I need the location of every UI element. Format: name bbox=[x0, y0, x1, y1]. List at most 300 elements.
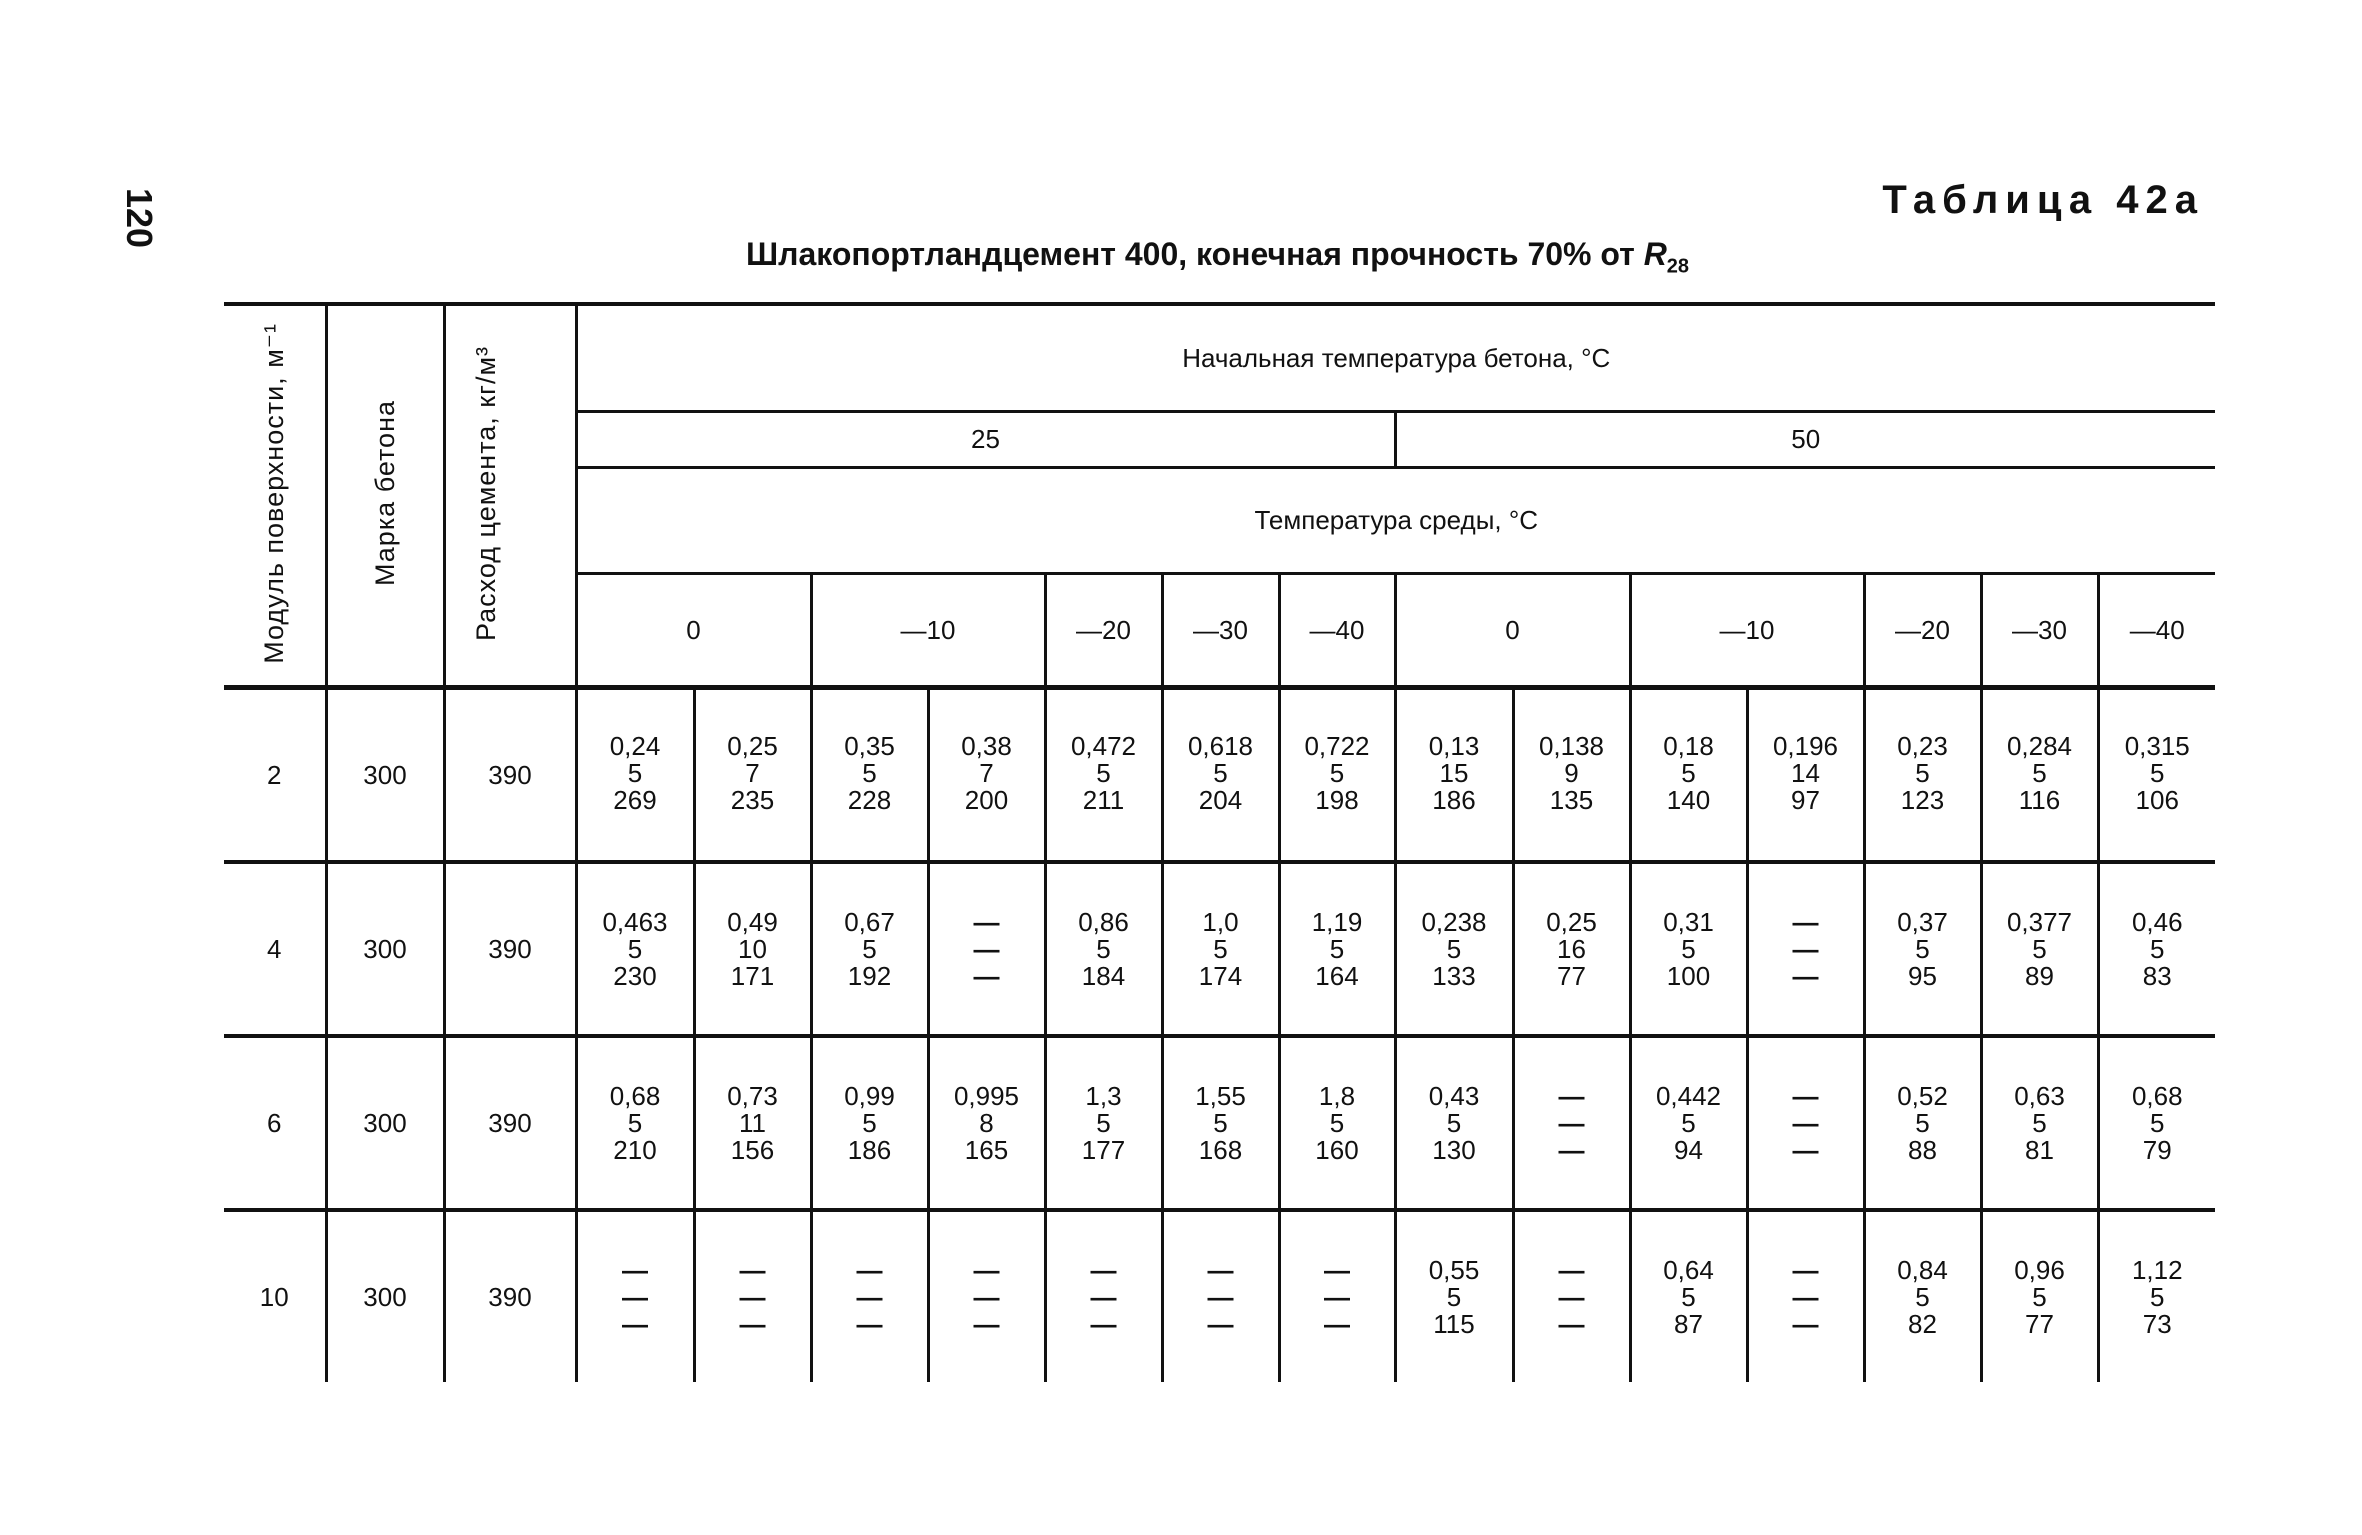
cell-line: 77 bbox=[2025, 1308, 2054, 1339]
data-cell bbox=[1981, 1210, 2098, 1382]
cell-line: 235 bbox=[730, 785, 775, 816]
cell-line: — bbox=[1558, 1107, 1585, 1138]
cell-values bbox=[1090, 1254, 1117, 1339]
cell-line: 87 bbox=[1674, 1308, 1703, 1339]
cell-line: 5 bbox=[862, 758, 877, 789]
cell-line: 5 bbox=[1446, 933, 1462, 964]
cell-line: 133 bbox=[1432, 960, 1476, 991]
cell-line: 0,49 bbox=[727, 906, 778, 937]
header-cement bbox=[444, 304, 576, 688]
cell-line: 200 bbox=[964, 785, 1009, 816]
cell-line: 5 bbox=[1213, 933, 1228, 964]
cell-line: 5 bbox=[1681, 758, 1696, 789]
data-cell bbox=[1630, 1210, 1747, 1382]
env-25-minus20: —20 bbox=[1045, 574, 1162, 688]
env-50-0: 0 bbox=[1395, 574, 1630, 688]
cell-line: 1,8 bbox=[1318, 1080, 1356, 1111]
data-cell bbox=[1045, 1036, 1162, 1210]
cell-line: 0,995 bbox=[953, 1080, 1020, 1111]
cell-values bbox=[610, 733, 661, 814]
cell-line: 73 bbox=[2142, 1308, 2172, 1339]
data-cell bbox=[1513, 862, 1630, 1036]
cell-values bbox=[609, 1080, 661, 1165]
cell-line: 0,138 bbox=[1538, 731, 1605, 762]
cell-line: — bbox=[1207, 1281, 1234, 1312]
data-cell bbox=[1630, 688, 1747, 863]
cell-values bbox=[1311, 906, 1363, 991]
cell-line: 1,55 bbox=[1195, 1080, 1246, 1111]
cell-values bbox=[2131, 906, 2183, 991]
cell-values bbox=[1558, 1080, 1585, 1165]
cell-values bbox=[844, 733, 895, 814]
data-cell bbox=[576, 862, 694, 1036]
cell-line: 5 bbox=[627, 1107, 643, 1138]
cell-line: 94 bbox=[1674, 1134, 1703, 1165]
cell-line: 83 bbox=[2142, 960, 2172, 991]
cell-line: 123 bbox=[1900, 785, 1945, 816]
cell-line: — bbox=[739, 1254, 766, 1285]
cell-line: 5 bbox=[2150, 758, 2165, 789]
cell-line: — bbox=[1207, 1308, 1234, 1339]
cell-values bbox=[1428, 1254, 1480, 1339]
cell-line: 7 bbox=[745, 758, 760, 789]
data-cell bbox=[2098, 862, 2215, 1036]
cell-values bbox=[856, 1254, 883, 1339]
cell-line: 16 bbox=[1557, 933, 1586, 964]
cell-line: — bbox=[973, 906, 1000, 937]
cell-line: 5 bbox=[1681, 933, 1696, 964]
cell-values bbox=[2131, 1254, 2183, 1339]
cell-line: 5 bbox=[1915, 1107, 1930, 1138]
cell-line: 0,68 bbox=[2131, 1080, 2183, 1111]
cell-line: 5 bbox=[1446, 1107, 1462, 1138]
cell-line: 0,43 bbox=[1428, 1080, 1480, 1111]
cell-values bbox=[1546, 906, 1597, 991]
data-cell bbox=[1981, 862, 2098, 1036]
cell-line: 106 bbox=[2135, 785, 2179, 816]
cell-values bbox=[1207, 1254, 1234, 1339]
cell-line: 81 bbox=[2025, 1134, 2054, 1165]
cell-line: 0,52 bbox=[1897, 1080, 1948, 1111]
cell-line: 164 bbox=[1315, 960, 1359, 991]
cell-line: 0,73 bbox=[727, 1080, 778, 1111]
cell-line: — bbox=[1792, 1107, 1819, 1138]
cell-line: 0,25 bbox=[727, 731, 778, 762]
cell-line: 0,55 bbox=[1428, 1254, 1480, 1285]
cell-line: 5 bbox=[1329, 1107, 1345, 1138]
cell-line: 5 bbox=[1915, 758, 1930, 789]
cell-values bbox=[1304, 733, 1369, 814]
data-cell bbox=[928, 688, 1045, 863]
data-cell bbox=[1162, 862, 1279, 1036]
data-cell bbox=[1279, 862, 1395, 1036]
cell-values bbox=[961, 733, 1012, 814]
cell-line: — bbox=[1558, 1308, 1585, 1339]
table-title bbox=[746, 236, 1689, 278]
cell-values bbox=[1792, 906, 1819, 991]
env-25-minus40: —40 bbox=[1279, 574, 1395, 688]
cell-line: 10 bbox=[738, 933, 767, 964]
cell-line: 156 bbox=[730, 1134, 775, 1165]
cell-line: 0,37 bbox=[1897, 906, 1948, 937]
cell-line: 0,442 bbox=[1655, 1080, 1722, 1111]
table-row bbox=[224, 1210, 2215, 1382]
title-symbol: R bbox=[1643, 236, 1667, 272]
cell-line: 174 bbox=[1198, 960, 1243, 991]
data-cell bbox=[1395, 688, 1513, 863]
cell-line: 5 bbox=[1915, 933, 1930, 964]
header-env-temp: Температура среды, °С bbox=[576, 468, 2215, 574]
page-number: 120 bbox=[119, 188, 160, 249]
data-cell bbox=[811, 688, 928, 863]
cell-line: 5 bbox=[862, 933, 877, 964]
table-row bbox=[224, 862, 2215, 1036]
header-initial-50: 50 bbox=[1395, 412, 2215, 468]
title-text: Шлакопортландцемент 400, конечная прочность 70% от bbox=[746, 236, 1635, 272]
data-cell bbox=[2098, 1036, 2215, 1210]
header-module-text: Модуль поверхности, м⁻¹ bbox=[259, 322, 290, 664]
cell-line: 0,64 bbox=[1663, 1254, 1714, 1285]
cell-line: 5 bbox=[2150, 1281, 2165, 1312]
table-body bbox=[224, 688, 2215, 1383]
cell-line: 0,463 bbox=[602, 906, 668, 937]
cell-values bbox=[953, 1080, 1020, 1165]
cell-values bbox=[1428, 1080, 1480, 1165]
cell-line: 5 bbox=[1213, 758, 1228, 789]
cell-line: 5 bbox=[1681, 1107, 1696, 1138]
cell-line: 210 bbox=[613, 1134, 657, 1165]
env-50-minus10: —10 bbox=[1630, 574, 1864, 688]
data-cell bbox=[1864, 688, 1981, 863]
cell-line: 8 bbox=[979, 1107, 994, 1138]
cell-line: 184 bbox=[1081, 960, 1126, 991]
data-cell bbox=[1395, 862, 1513, 1036]
cell-line: — bbox=[856, 1254, 883, 1285]
cell-line: 0,18 bbox=[1663, 731, 1714, 762]
cell-values bbox=[2007, 733, 2072, 814]
cell-line: 5 bbox=[2150, 933, 2165, 964]
cell-values bbox=[2014, 1080, 2065, 1165]
row-cement: 390 bbox=[444, 862, 576, 1036]
cell-values bbox=[602, 906, 668, 991]
cell-line: — bbox=[1324, 1281, 1350, 1312]
cell-values bbox=[1792, 1254, 1819, 1339]
cell-line: 116 bbox=[2018, 785, 2061, 816]
cell-values bbox=[1663, 733, 1714, 814]
cell-line: 0,31 bbox=[1663, 906, 1714, 937]
cell-line: 89 bbox=[2025, 960, 2054, 991]
cell-line: 5 bbox=[2032, 1281, 2047, 1312]
data-cell bbox=[576, 1036, 694, 1210]
env-50-minus20: —20 bbox=[1864, 574, 1981, 688]
cell-line: 5 bbox=[1213, 1107, 1228, 1138]
cell-line: — bbox=[1090, 1308, 1117, 1339]
cell-line: — bbox=[1207, 1254, 1234, 1285]
cell-line: — bbox=[1792, 933, 1819, 964]
cell-values bbox=[1655, 1080, 1722, 1165]
cell-values bbox=[1897, 733, 1948, 814]
data-cell bbox=[1513, 1036, 1630, 1210]
data-cell bbox=[928, 1210, 1045, 1382]
cell-line: 165 bbox=[964, 1134, 1009, 1165]
cell-line: 0,96 bbox=[2014, 1254, 2065, 1285]
cell-line: — bbox=[1558, 1254, 1585, 1285]
cell-line: 0,67 bbox=[844, 906, 895, 937]
cell-values bbox=[1188, 733, 1253, 814]
cell-line: 5 bbox=[627, 758, 643, 789]
data-cell bbox=[1045, 862, 1162, 1036]
cell-line: 5 bbox=[2150, 1107, 2165, 1138]
cell-line: 79 bbox=[2142, 1134, 2172, 1165]
data-cell bbox=[694, 1210, 811, 1382]
env-25-minus30: —30 bbox=[1162, 574, 1279, 688]
cell-values bbox=[2014, 1254, 2065, 1339]
cell-line: 88 bbox=[1908, 1134, 1937, 1165]
cell-line: 130 bbox=[1432, 1134, 1476, 1165]
cell-line: 0,68 bbox=[609, 1080, 661, 1111]
data-cell bbox=[2098, 688, 2215, 863]
cell-line: — bbox=[1558, 1281, 1585, 1312]
cell-line: 5 bbox=[1329, 758, 1345, 789]
header-initial-temp: Начальная температура бетона, °С bbox=[576, 304, 2215, 412]
data-cell bbox=[1045, 1210, 1162, 1382]
data-cell bbox=[1630, 1036, 1747, 1210]
cell-line: 5 bbox=[1915, 1281, 1930, 1312]
cell-line: 0,63 bbox=[2014, 1080, 2065, 1111]
cell-line: 198 bbox=[1315, 785, 1359, 816]
cell-line: 14 bbox=[1791, 758, 1820, 789]
cell-line: 0,315 bbox=[2124, 731, 2190, 762]
cell-line: 186 bbox=[847, 1134, 892, 1165]
cell-line: — bbox=[856, 1281, 883, 1312]
cell-line: — bbox=[1792, 1080, 1819, 1111]
header-grade-text: Марка бетона bbox=[370, 399, 400, 587]
cell-values bbox=[727, 1080, 778, 1165]
cell-line: 0,238 bbox=[1421, 906, 1487, 937]
cell-values bbox=[1897, 1080, 1948, 1165]
data-cell bbox=[811, 862, 928, 1036]
cell-line: 0,13 bbox=[1428, 731, 1480, 762]
cell-values bbox=[1198, 906, 1243, 991]
header-cement-text: Расход цемента, кг/м³ bbox=[471, 345, 501, 641]
cell-values bbox=[1071, 733, 1136, 814]
cell-line: 11 bbox=[738, 1107, 766, 1138]
cell-line: — bbox=[1792, 1254, 1819, 1285]
header-grade bbox=[326, 304, 444, 688]
header-module bbox=[224, 304, 326, 688]
cell-line: — bbox=[622, 1281, 648, 1312]
cell-line: 0,99 bbox=[844, 1080, 895, 1111]
cell-line: 0,46 bbox=[2131, 906, 2183, 937]
cell-line: 5 bbox=[2032, 933, 2047, 964]
cell-values bbox=[727, 906, 778, 991]
cell-line: 95 bbox=[1908, 960, 1937, 991]
row-grade: 300 bbox=[326, 1210, 444, 1382]
cell-line: — bbox=[973, 933, 1000, 964]
cell-values bbox=[844, 906, 895, 991]
cell-line: 0,23 bbox=[1897, 731, 1948, 762]
cell-line: 82 bbox=[1908, 1308, 1937, 1339]
cell-line: 0,35 bbox=[844, 731, 895, 762]
row-cement: 390 bbox=[444, 1036, 576, 1210]
cell-line: 100 bbox=[1666, 960, 1711, 991]
cell-line: — bbox=[1792, 1281, 1819, 1312]
env-50-minus40: —40 bbox=[2098, 574, 2215, 688]
data-cell bbox=[1279, 1036, 1395, 1210]
cell-line: 168 bbox=[1198, 1134, 1243, 1165]
cell-line: 77 bbox=[1557, 960, 1586, 991]
row-module: 4 bbox=[224, 862, 326, 1036]
cell-values bbox=[1663, 906, 1714, 991]
data-cell bbox=[694, 862, 811, 1036]
cell-values bbox=[1773, 733, 1838, 814]
cell-line: 5 bbox=[1446, 1281, 1462, 1312]
cell-line: 0,377 bbox=[2006, 906, 2073, 937]
data-cell bbox=[694, 1036, 811, 1210]
row-grade: 300 bbox=[326, 1036, 444, 1210]
data-cell bbox=[928, 862, 1045, 1036]
data-cell bbox=[1747, 862, 1864, 1036]
table-row bbox=[224, 688, 2215, 863]
cell-line: 5 bbox=[2032, 758, 2047, 789]
cell-line: 0,25 bbox=[1546, 906, 1597, 937]
cell-values bbox=[1081, 1080, 1126, 1165]
table-row bbox=[224, 1036, 2215, 1210]
cell-line: 211 bbox=[1082, 785, 1125, 816]
data-cell bbox=[1162, 688, 1279, 863]
cell-line: 1,12 bbox=[2131, 1254, 2183, 1285]
cell-line: — bbox=[1792, 906, 1819, 937]
cell-line: 186 bbox=[1432, 785, 1476, 816]
cell-line: — bbox=[622, 1254, 648, 1285]
cell-line: — bbox=[739, 1308, 766, 1339]
cell-line: — bbox=[973, 1281, 1000, 1312]
cell-line: 135 bbox=[1549, 785, 1594, 816]
cell-line: — bbox=[1324, 1308, 1350, 1339]
cell-values bbox=[727, 733, 778, 814]
cell-line: 160 bbox=[1315, 1134, 1359, 1165]
cell-line: — bbox=[1792, 960, 1819, 991]
cell-line: 204 bbox=[1198, 785, 1243, 816]
cell-line: 0,38 bbox=[961, 731, 1012, 762]
data-cell bbox=[1513, 688, 1630, 863]
cell-line: — bbox=[973, 1308, 1000, 1339]
cell-values bbox=[739, 1254, 766, 1339]
cell-line: 5 bbox=[1096, 933, 1111, 964]
cell-line: 5 bbox=[1681, 1281, 1696, 1312]
cell-line: 9 bbox=[1564, 758, 1579, 789]
cell-line: 177 bbox=[1081, 1134, 1126, 1165]
cell-line: 1,0 bbox=[1202, 906, 1239, 937]
cell-line: 5 bbox=[1096, 1107, 1111, 1138]
table-label: Таблица 42а bbox=[1882, 178, 2204, 222]
data-cell bbox=[1162, 1036, 1279, 1210]
data-cell bbox=[576, 1210, 694, 1382]
cell-values bbox=[2131, 1080, 2183, 1165]
cell-values bbox=[2006, 906, 2073, 991]
data-table bbox=[224, 302, 2215, 1382]
cell-line: 269 bbox=[613, 785, 657, 816]
data-cell bbox=[1162, 1210, 1279, 1382]
data-cell bbox=[1279, 688, 1395, 863]
data-cell bbox=[1864, 862, 1981, 1036]
data-cell bbox=[811, 1036, 928, 1210]
env-25-0: 0 bbox=[576, 574, 811, 688]
cell-values bbox=[1897, 906, 1948, 991]
cell-line: 15 bbox=[1439, 758, 1469, 789]
data-cell bbox=[1630, 862, 1747, 1036]
cell-line: 0,196 bbox=[1772, 731, 1839, 762]
cell-line: — bbox=[622, 1308, 648, 1339]
data-cell bbox=[694, 688, 811, 863]
cell-line: 5 bbox=[862, 1107, 877, 1138]
data-cell bbox=[1395, 1210, 1513, 1382]
cell-values bbox=[973, 1254, 1000, 1339]
data-cell bbox=[1747, 1036, 1864, 1210]
data-cell bbox=[1747, 688, 1864, 863]
cell-line: — bbox=[1558, 1134, 1585, 1165]
row-module: 6 bbox=[224, 1036, 326, 1210]
cell-line: — bbox=[973, 960, 1000, 991]
cell-values bbox=[1421, 906, 1487, 991]
cell-line: 97 bbox=[1791, 785, 1820, 816]
data-cell bbox=[2098, 1210, 2215, 1382]
cell-line: 171 bbox=[730, 960, 775, 991]
cell-values bbox=[1558, 1254, 1585, 1339]
cell-values bbox=[973, 906, 1000, 991]
data-cell bbox=[1864, 1036, 1981, 1210]
row-cement: 390 bbox=[444, 1210, 576, 1382]
cell-values bbox=[1663, 1254, 1714, 1339]
cell-line: 7 bbox=[979, 758, 994, 789]
cell-line: — bbox=[1792, 1308, 1819, 1339]
env-25-minus10: —10 bbox=[811, 574, 1045, 688]
cell-values bbox=[1897, 1254, 1948, 1339]
cell-line: 1,3 bbox=[1085, 1080, 1122, 1111]
cell-line: — bbox=[1090, 1254, 1117, 1285]
data-cell bbox=[811, 1210, 928, 1382]
cell-line: 230 bbox=[613, 960, 657, 991]
data-cell bbox=[576, 688, 694, 863]
env-50-minus30: —30 bbox=[1981, 574, 2098, 688]
cell-line: — bbox=[856, 1308, 883, 1339]
cell-values bbox=[844, 1080, 895, 1165]
cell-line: — bbox=[1558, 1080, 1585, 1111]
row-cement: 390 bbox=[444, 688, 576, 863]
data-cell bbox=[1981, 1036, 2098, 1210]
cell-line: 1,19 bbox=[1311, 906, 1363, 937]
title-subscript: 28 bbox=[1666, 255, 1690, 278]
cell-line: 0,618 bbox=[1187, 731, 1254, 762]
data-cell bbox=[1045, 688, 1162, 863]
row-grade: 300 bbox=[326, 862, 444, 1036]
data-cell bbox=[1395, 1036, 1513, 1210]
cell-values bbox=[1324, 1254, 1350, 1339]
cell-line: 0,84 bbox=[1897, 1254, 1948, 1285]
cell-line: — bbox=[1090, 1281, 1117, 1312]
cell-line: 140 bbox=[1666, 785, 1711, 816]
cell-values bbox=[1078, 906, 1129, 991]
cell-values bbox=[1792, 1080, 1819, 1165]
cell-line: — bbox=[739, 1281, 766, 1312]
cell-values bbox=[2125, 733, 2190, 814]
data-cell bbox=[1747, 1210, 1864, 1382]
cell-line: 0,284 bbox=[2006, 731, 2073, 762]
data-cell bbox=[1981, 688, 2098, 863]
cell-line: 0,722 bbox=[1304, 731, 1370, 762]
cell-line: 0,86 bbox=[1078, 906, 1129, 937]
header-initial-25: 25 bbox=[576, 412, 1395, 468]
